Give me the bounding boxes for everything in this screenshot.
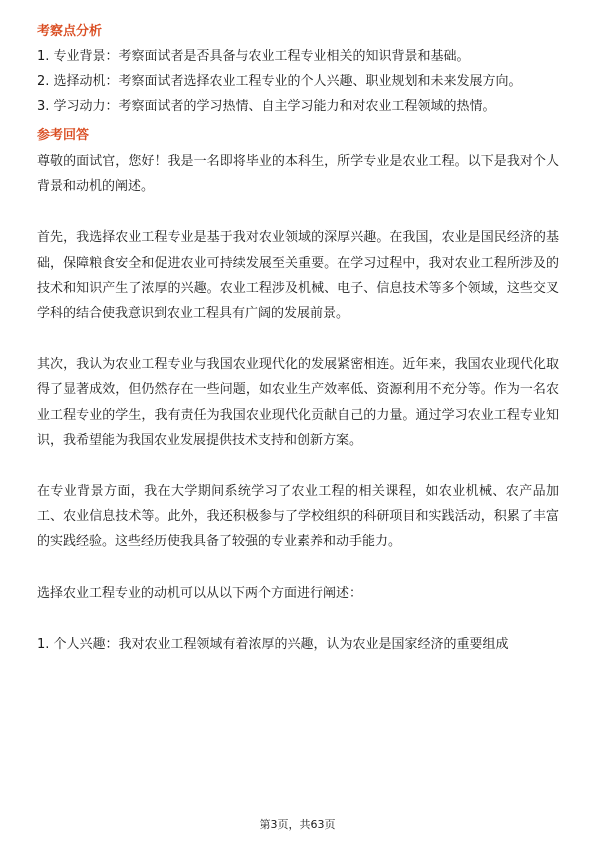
analysis-item: 2. 选择动机：考察面试者选择农业工程专业的个人兴趣、职业规划和未来发展方向。 [37,74,522,89]
page-content [37,22,559,657]
analysis-item: 1. 专业背景：考察面试者是否具备与农业工程专业相关的知识背景和基础。 [37,49,470,64]
analysis-heading: 考察点分析 [37,24,103,39]
answer-paragraph: 尊敬的面试官，您好！我是一名即将毕业的本科生，所学专业是农业工程。以下是我对个人背景和动机的阐述。 [37,154,559,195]
paragraph-gap [37,555,559,581]
answer-heading: 参考回答 [37,128,90,143]
answer-paragraph: 首先，我选择农业工程专业是基于我对农业领域的深厚兴趣。在我国，农业是国民经济的基础，保障粮食安全和促进农业可持续发展至关重要。在学习过程中，我对农业工程所涉及的技术和知识产生了浓厚的兴趣。农业工程涉及机械、电子、信息技术等多个领域，这些交叉学科的结合使我意识到农业工程具有广阔的发展前景。 [37,230,559,322]
paragraph-gap [37,326,559,352]
answer-paragraph: 选择农业工程专业的动机可以从以下两个方面进行阐述： [37,585,363,601]
analysis-item: 3. 学习动力：考察面试者的学习热情、自主学习能力和对农业工程领域的热情。 [37,99,496,114]
answer-paragraph: 其次，我认为农业工程专业与我国农业现代化的发展紧密相连。近年来，我国农业现代化取得了显著成效，但仍然存在一些问题，如农业生产效率低、资源利用不充分等。作为一名农业工程专业的学生，我有责任为我国农业现代化贡献自己的力量。通过学习农业工程专业知识，我希望能为我国农业发展提供技术支持和创新方案。 [37,357,559,448]
answer-paragraph: 1. 个人兴趣：我对农业工程领域有着浓厚的兴趣，认为农业是国家经济的重要组成 [37,636,509,652]
page-number: 第3页，共63页 [259,818,336,831]
paragraph-gap [37,199,559,225]
paragraph-gap [37,606,559,632]
paragraph-gap [37,453,559,479]
answer-paragraph: 在专业背景方面，我在大学期间系统学习了农业工程的相关课程，如农业机械、农产品加工、农业信息技术等。此外，我还积极参与了学校组织的科研项目和实践活动，积累了丰富的实践经验。这些经历使我具备了较强的专业素养和动手能力。 [37,484,559,550]
